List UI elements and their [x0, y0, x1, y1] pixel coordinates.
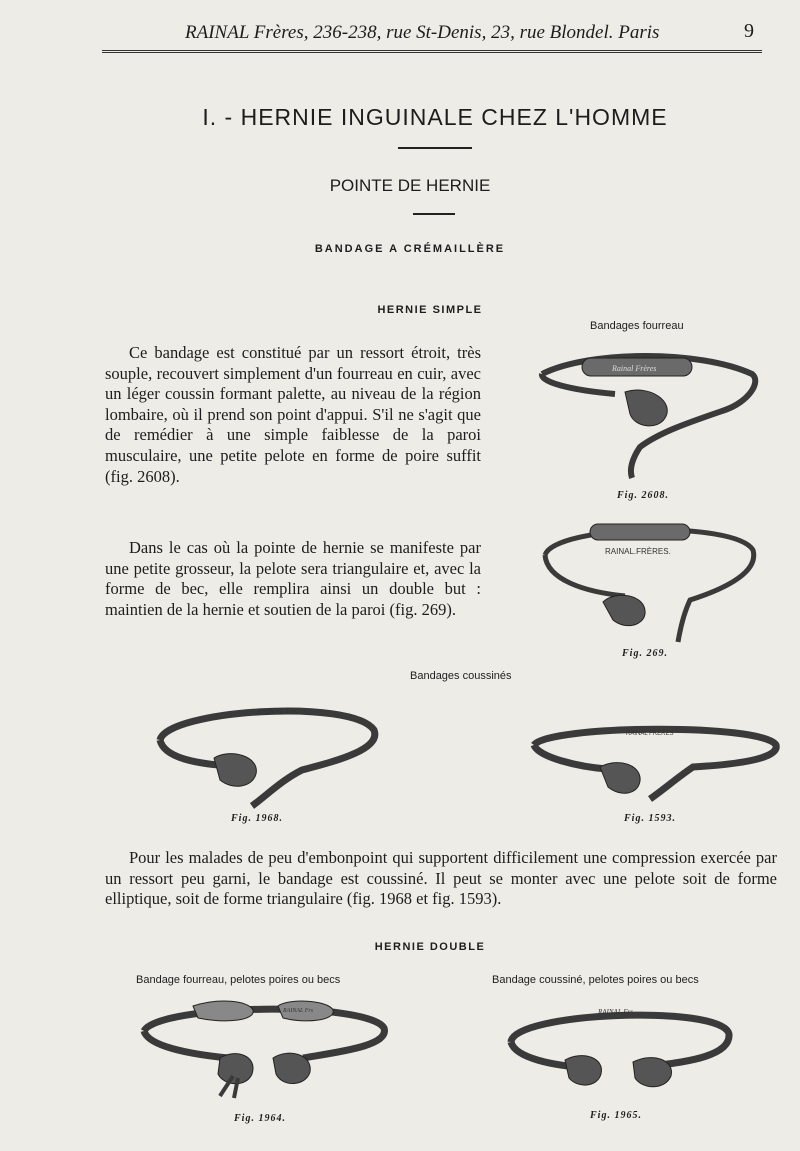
figure-1968-illustration	[152, 700, 382, 810]
subsub-title: HERNIE SIMPLE	[377, 304, 483, 316]
figure-2608-illustration	[530, 352, 765, 482]
figure-1964-illustration	[138, 996, 388, 1101]
label-bandages-fourreau: Bandages fourreau	[590, 320, 684, 332]
paragraph-3: Pour les malades de peu d'embonpoint qui supportent difficilement une compression exercée par un ressort peu garni, le bandage est coussiné. Il peut se monter avec une pelote soit de forme elliptique, soit de forme triangulaire (fig. 1968 et fig. 1593).	[105, 848, 777, 909]
paragraph-2: Dans le cas où la pointe de hernie se manifeste par une petite grosseur, la pelote sera triangulaire et, avec la forme de bec, elle remplira ainsi un double but : maintien de la hernie et soutien de la paroi (fig. 269).	[105, 538, 481, 619]
figure-269-caption: Fig. 269.	[622, 648, 668, 659]
figure-1968-imprint: RAINAL Frs	[257, 707, 298, 716]
figure-1968-caption: Fig. 1968.	[231, 813, 283, 824]
figure-1593-illustration	[528, 715, 778, 805]
figure-1965-illustration	[503, 1002, 733, 1097]
chapter-title: I. - HERNIE INGUINALE CHEZ L'HOMME	[202, 104, 668, 130]
paragraph-1: Ce bandage est constitué par un ressort étroit, très souple, recouvert simplement d'un fourreau en cuir, avec un léger coussin formant palette, au niveau de la région lombaire, où il prend son point d'appui. S'il ne s'agit que de remédier à une simple faiblesse de la paroi musculaire, une petite pelote en forme de poire suffit (fig. 2608).	[105, 343, 481, 486]
separator	[413, 213, 455, 215]
separator	[398, 147, 472, 149]
section-title: POINTE DE HERNIE	[329, 176, 491, 195]
figure-1964-imprint: RAINAL Frs	[283, 1008, 314, 1014]
figure-2608-imprint: Rainal Frères	[612, 364, 657, 373]
figure-1593-imprint: RAINAL FRÈRES	[626, 731, 674, 737]
page-number: 9	[744, 20, 754, 42]
header-rule	[102, 50, 762, 53]
figure-269-illustration	[535, 520, 760, 645]
figure-1964-caption: Fig. 1964.	[234, 1113, 286, 1124]
figure-1965-caption: Fig. 1965.	[590, 1110, 642, 1121]
label-bandages-coussines: Bandages coussinés	[410, 670, 512, 682]
label-double-left: Bandage fourreau, pelotes poires ou becs	[136, 974, 341, 986]
figure-1965-imprint: RAINAL Frs	[598, 1008, 634, 1016]
running-head: RAINAL Frères, 236-238, rue St-Denis, 23, rue Blondel. Paris	[185, 22, 660, 43]
subsection-title: BANDAGE A CRÉMAILLÈRE	[314, 243, 506, 255]
figure-1593-caption: Fig. 1593.	[624, 813, 676, 824]
figure-269-imprint: RAINAL.FRÈRES.	[605, 547, 671, 556]
figure-2608-caption: Fig. 2608.	[617, 490, 669, 501]
label-double-right: Bandage coussiné, pelotes poires ou becs	[492, 974, 699, 986]
hernie-double-heading: HERNIE DOUBLE	[374, 941, 486, 953]
